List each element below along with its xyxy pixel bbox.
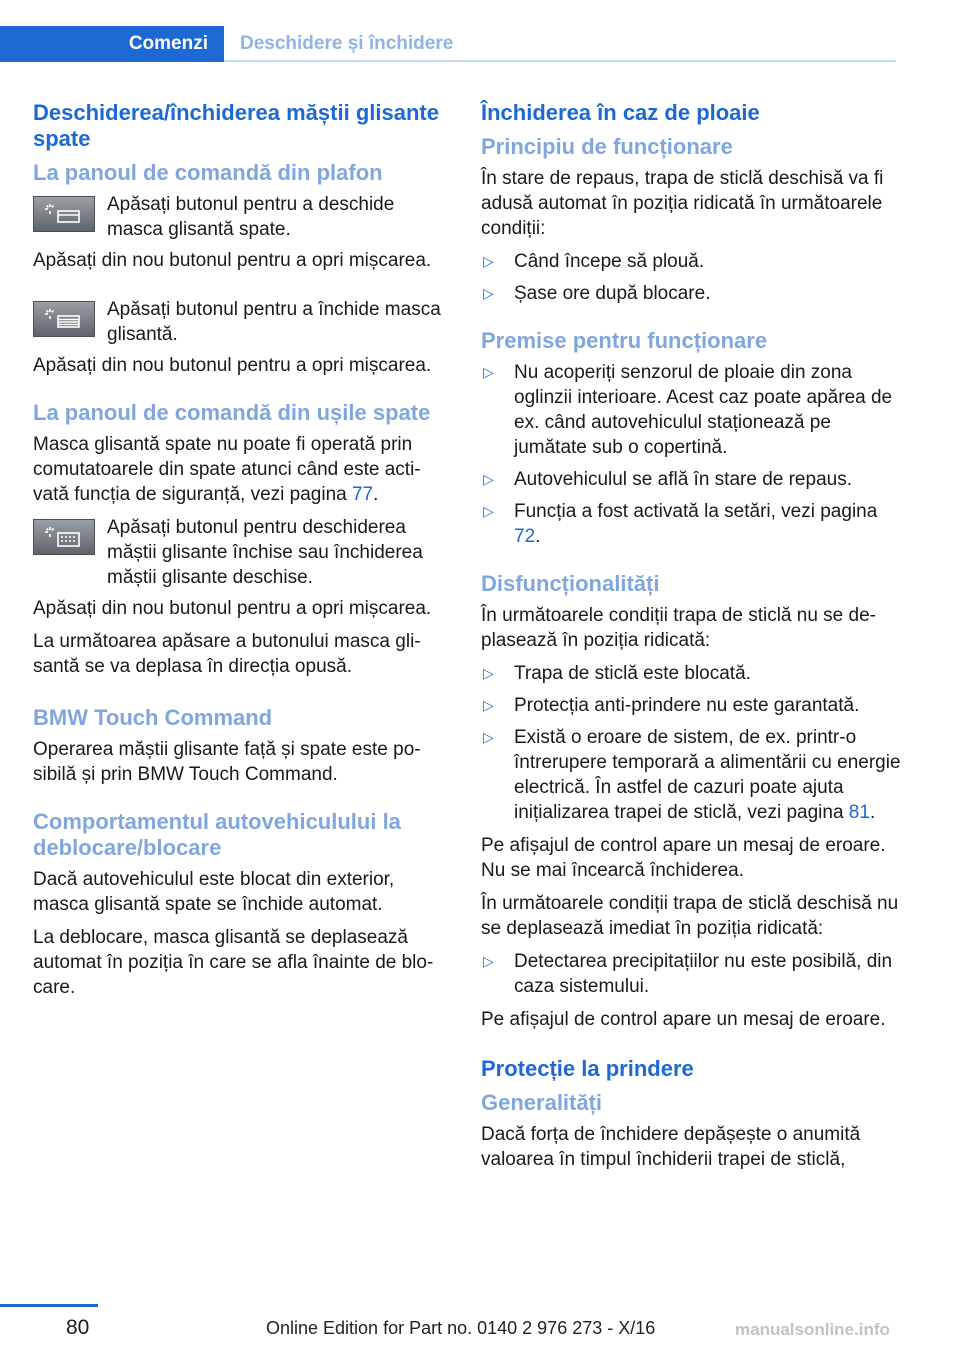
paragraph: Apăsați din nou butonul pentru a opri mișcarea. bbox=[33, 250, 432, 271]
bullet-list bbox=[481, 249, 901, 306]
subheading-lock-behavior: Comportamentul autovehiculului la deblocare/blocare bbox=[33, 809, 401, 860]
list-item: ▷ Când începe să plouă. bbox=[483, 251, 705, 272]
left-column bbox=[33, 100, 443, 1008]
rear-sunshade-close-button-icon bbox=[33, 301, 95, 337]
paragraph: Masca glisantă spate nu poate fi operată prin comutatoarele din spate atunci când este activată funcția de siguranță, vezi pagina 77. bbox=[33, 434, 421, 505]
triangle-bullet-icon: ▷ bbox=[483, 665, 494, 681]
tab-comenzi[interactable]: Comenzi bbox=[0, 26, 224, 62]
list-item: ▷ Există o eroare de sistem, de ex. printr-o întrerupere temporară a alimentării cu energie electrică. În astfel de cazuri poate ajuta inițializarea trapei de sticlă, vezi pagina 81. bbox=[483, 727, 901, 823]
subheading-operating-principle: Principiu de funcționare bbox=[481, 134, 733, 159]
tab-deschidere-inchidere[interactable]: Deschidere și închidere bbox=[240, 33, 454, 54]
instruction-open bbox=[33, 192, 443, 242]
list-item: ▷ Detectarea precipitațiilor nu este posibilă, din caza sistemului. bbox=[483, 951, 893, 997]
rear-door-sunshade-button-icon bbox=[33, 519, 95, 555]
list-item: ▷ Funcția a fost activată la setări, vezi pagina 72. bbox=[483, 501, 878, 547]
page-link-81[interactable]: 81 bbox=[848, 802, 870, 823]
triangle-bullet-icon: ▷ bbox=[483, 503, 494, 519]
paragraph: Apăsați din nou butonul pentru a opri mișcarea. bbox=[33, 355, 432, 376]
instruction-toggle-text: Apăsați butonul pentru deschiderea măștii glisante închise sau închiderea măștii glisante deschise. bbox=[107, 517, 423, 588]
list-item: ▷ Șase ore după blocare. bbox=[483, 283, 711, 304]
triangle-bullet-icon: ▷ bbox=[483, 364, 494, 380]
triangle-bullet-icon: ▷ bbox=[483, 953, 494, 969]
list-item: ▷ Trapa de sticlă este blocată. bbox=[483, 663, 751, 684]
paragraph: Pe afișajul de control apare un mesaj de eroare. bbox=[481, 1009, 886, 1030]
bullet-list bbox=[481, 661, 901, 825]
instruction-close-text: Apăsați butonul pentru a închide masca glisantă. bbox=[107, 299, 441, 345]
section-title-rain-closing: Închiderea în caz de ploaie bbox=[481, 100, 760, 125]
subheading-ceiling-panel: La panoul de comandă din plafon bbox=[33, 160, 383, 185]
paragraph: În stare de repaus, trapa de sticlă deschisă va fi adusă automat în poziția ridicată în următoarele condiții: bbox=[481, 168, 884, 239]
paragraph: Pe afișajul de control apare un mesaj de eroare. Nu se mai încearcă închiderea. bbox=[481, 835, 886, 881]
paragraph: În următoarele condiții trapa de sticlă nu se deplasează în poziția ridicată: bbox=[481, 605, 876, 651]
subheading-rear-doors-panel: La panoul de comandă din ușile spate bbox=[33, 400, 431, 425]
instruction-toggle bbox=[33, 515, 443, 590]
header-divider bbox=[224, 60, 896, 62]
subheading-prerequisites: Premise pentru funcționare bbox=[481, 328, 768, 353]
bullet-list bbox=[481, 949, 901, 999]
page-number: 80 bbox=[66, 1316, 90, 1339]
instruction-close bbox=[33, 297, 443, 347]
header bbox=[0, 0, 960, 64]
list-item: ▷ Protecția anti-prindere nu este garantată. bbox=[483, 695, 860, 716]
subheading-general: Generalități bbox=[481, 1090, 603, 1115]
section-title-mask: Deschiderea/închiderea măștii glisante spate bbox=[33, 100, 439, 151]
triangle-bullet-icon: ▷ bbox=[483, 471, 494, 487]
paragraph: La deblocare, masca glisantă se deplasează automat în poziția în care se afla înainte de blocare. bbox=[33, 927, 434, 998]
right-column bbox=[481, 100, 901, 1180]
subheading-malfunctions: Disfuncționalități bbox=[481, 571, 660, 596]
section-title-pinch-protection: Protecție la prindere bbox=[481, 1056, 694, 1081]
watermark: manualsonline.info bbox=[735, 1320, 890, 1339]
page-link-72[interactable]: 72 bbox=[514, 526, 536, 547]
paragraph: Operarea măștii glisante față și spate este posibilă și prin BMW Touch Command. bbox=[33, 739, 421, 785]
page-link-77[interactable]: 77 bbox=[351, 484, 374, 505]
bullet-list bbox=[481, 360, 901, 549]
paragraph: Dacă autovehiculul este blocat din exterior, masca glisantă spate se închide automat. bbox=[33, 869, 395, 915]
paragraph: Apăsați din nou butonul pentru a opri mișcarea. bbox=[33, 598, 432, 619]
triangle-bullet-icon: ▷ bbox=[483, 697, 494, 713]
triangle-bullet-icon: ▷ bbox=[483, 253, 494, 269]
paragraph: La următoarea apăsare a butonului masca glisantă se va deplasa în direcția opusă. bbox=[33, 631, 421, 677]
list-item: ▷ Nu acoperiți senzorul de ploaie din zona oglinzii interioare. Acest caz poate apărea de ex. când autovehiculul staționează pe jumătate sub o copertină. bbox=[483, 362, 893, 458]
triangle-bullet-icon: ▷ bbox=[483, 285, 494, 301]
paragraph: În următoarele condiții trapa de sticlă deschisă nu se deplasează imediat în poziția ridicată: bbox=[481, 893, 899, 939]
instruction-open-text: Apăsați butonul pentru a deschide masca glisantă spate. bbox=[107, 194, 395, 240]
edition-text: Online Edition for Part no. 0140 2 976 273 - X/16 bbox=[266, 1318, 656, 1338]
triangle-bullet-icon: ▷ bbox=[483, 729, 494, 745]
list-item: ▷ Autovehiculul se află în stare de repaus. bbox=[483, 469, 852, 490]
paragraph: Dacă forța de închidere depășește o anumită valoarea în timpul închiderii trapei de sticlă, bbox=[481, 1124, 861, 1170]
rear-sunshade-open-button-icon bbox=[33, 196, 95, 232]
footer-divider bbox=[0, 1304, 98, 1307]
subheading-bmw-touch-command: BMW Touch Command bbox=[33, 705, 273, 730]
